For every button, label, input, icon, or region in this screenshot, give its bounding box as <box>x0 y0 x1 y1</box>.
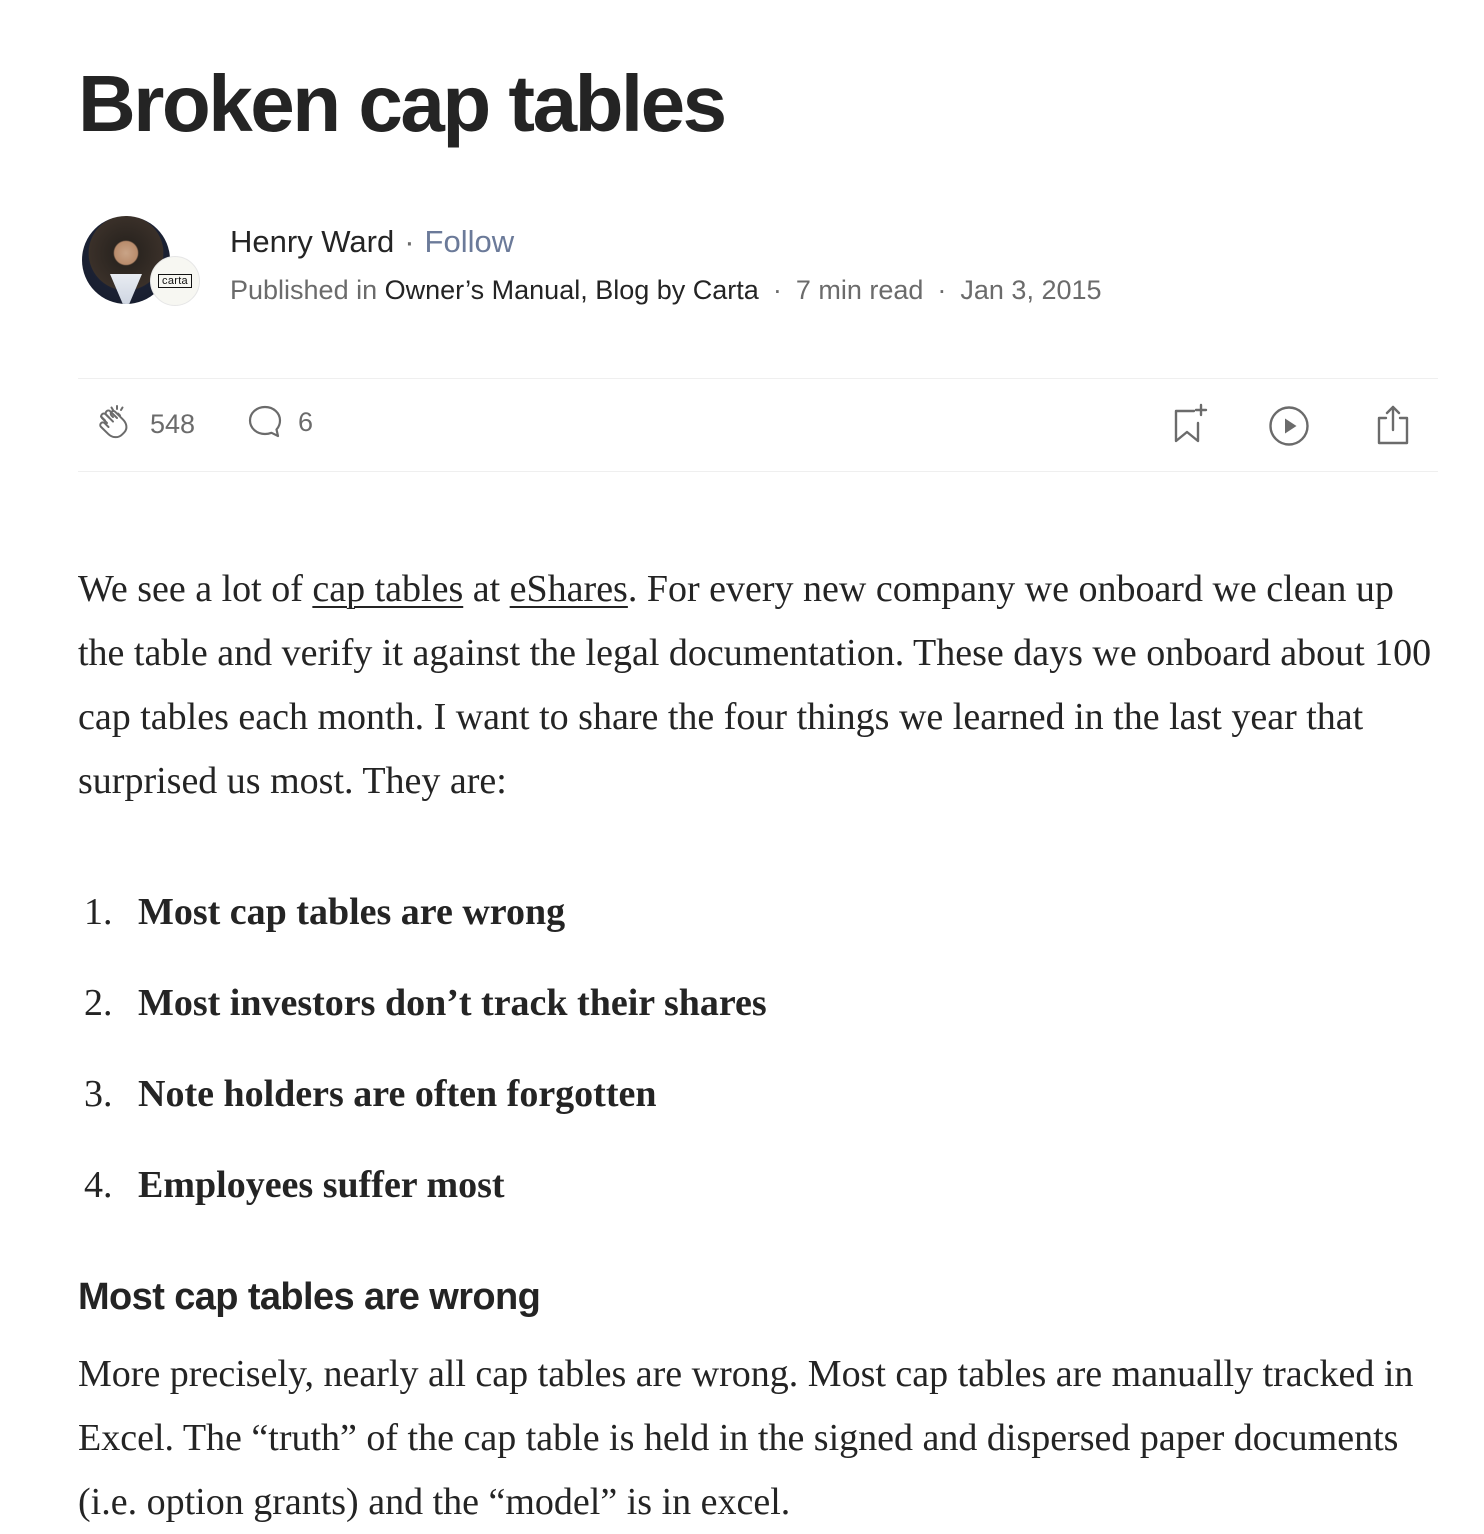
article-meta <box>230 270 1102 310</box>
eshares-link[interactable]: eShares <box>509 568 628 610</box>
list-number: 1. <box>84 891 113 933</box>
list-number: 3. <box>84 1073 113 1115</box>
publish-date: Jan 3, 2015 <box>960 275 1102 305</box>
list-number: 4. <box>84 1164 113 1206</box>
speech-bubble-icon <box>246 403 284 441</box>
bookmark-plus-icon <box>1170 403 1210 447</box>
article-title: Broken cap tables <box>78 59 725 148</box>
list-text: Note holders are often forgotten <box>138 1073 657 1115</box>
list-text: Most cap tables are wrong <box>138 891 566 933</box>
section-paragraph: More precisely, nearly all cap tables are wrong. Most cap tables are manually tracked in Excel. The “truth” of the cap table is held in the signed and dispersed paper documents (i.e. option grants) and the “model” is in excel. <box>78 1353 1414 1523</box>
clap-icon <box>96 403 138 445</box>
list-text: Most investors don’t track their shares <box>138 982 767 1024</box>
findings-list <box>78 880 767 1244</box>
listen-button[interactable] <box>1268 405 1310 447</box>
intro-text: . For every new company we onboard we clean up the table and verify it against the legal documentation. These days we onboard about 100 cap tables each month. I want to share the four things we learned in the last year that surprised us most. They are: <box>78 568 1432 802</box>
read-time: 7 min read <box>795 275 924 305</box>
share-button[interactable] <box>1374 403 1412 447</box>
separator-dot: · <box>937 275 947 305</box>
list-item <box>78 880 767 944</box>
action-bar <box>78 378 1438 472</box>
author-row <box>78 214 1438 314</box>
intro-text: at <box>463 568 510 610</box>
separator-dot: · <box>772 275 782 305</box>
response-count: 6 <box>298 406 314 437</box>
publication-link[interactable]: Owner’s Manual, Blog by Carta <box>384 275 759 305</box>
intro-paragraph <box>78 557 1440 813</box>
clap-button[interactable] <box>96 403 195 445</box>
published-in-label: Published in <box>230 275 378 305</box>
author-name[interactable]: Henry Ward <box>230 224 395 259</box>
list-item <box>78 1062 767 1126</box>
share-icon <box>1374 403 1412 447</box>
cap-tables-link[interactable]: cap tables <box>312 568 464 610</box>
publication-badge[interactable] <box>150 256 200 306</box>
list-text: Employees suffer most <box>138 1164 505 1206</box>
play-circle-icon <box>1268 405 1310 447</box>
author-line <box>230 220 514 264</box>
responses-button[interactable] <box>246 403 313 441</box>
clap-count: 548 <box>150 408 196 439</box>
list-item <box>78 1153 767 1217</box>
follow-button[interactable]: Follow <box>424 224 515 259</box>
publication-badge-logo: carta <box>158 274 192 288</box>
save-button[interactable] <box>1170 403 1210 447</box>
section-heading: Most cap tables are wrong <box>78 1276 541 1318</box>
separator-dot: · <box>404 224 415 259</box>
list-item <box>78 971 767 1035</box>
list-number: 2. <box>84 982 113 1024</box>
intro-text: We see a lot of <box>78 568 313 610</box>
